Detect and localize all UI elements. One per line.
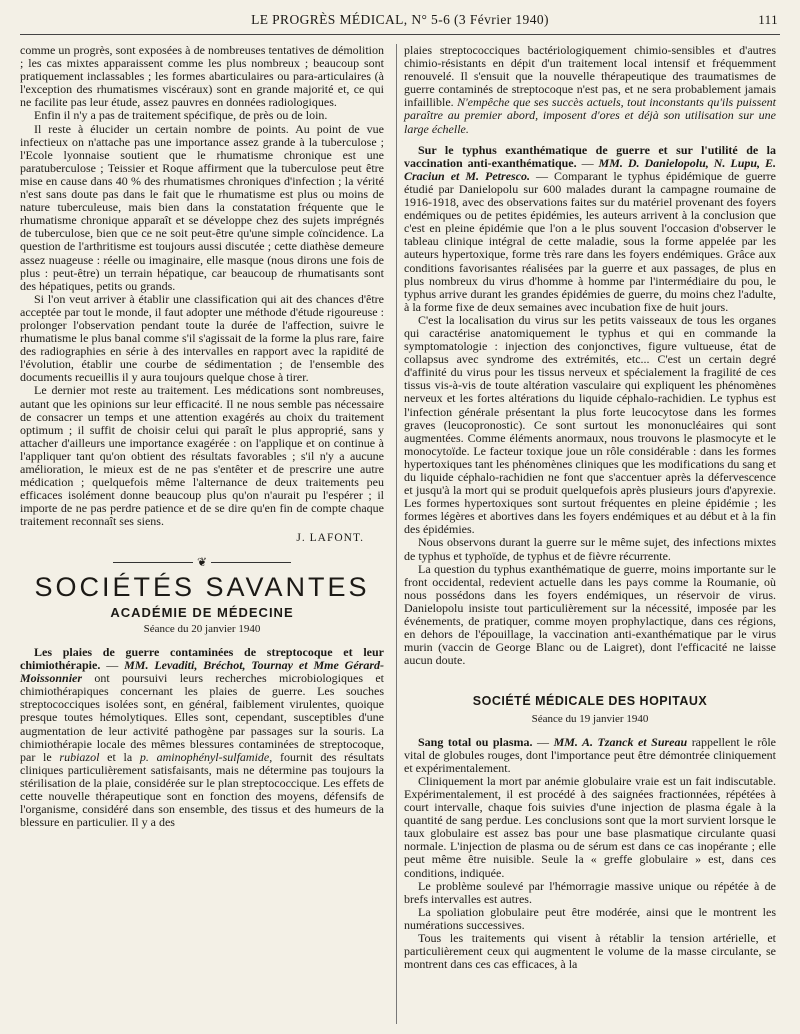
paragraph	[404, 44, 776, 136]
paragraph: comme un progrès, sont exposées à de nombreuses tentatives de démolition ; les cas mixtes apparaissent comme les plus nombreux ; beaucoup sont pratiquement inclassables ; les formes abarticulaires ou para-articulaires (à l'exception des rhumatismes viscéraux) sont en grande majorité et, ce qui ne facilite pas leur étude, assez pauvres en données radiologiques.	[20, 43, 384, 110]
article-paragraph: Sur le typhus exanthématique de guerre et sur l'utilité de la vaccination anti-exanthématique. — MM. D. Danielopolu, N. Lupu, E. Craciun et M. Petresco. — Comparant le typhus épidémique de guerre étudié par Danielopolu sur 600 malades durant la campagne roumaine de 1916-1918, avec des observations faites sur du matériel provenant des foyers endémiques ou de petites épidémies, les auteurs arrivent à la conclusion que c'est en pleine épidémie que l'on a le plus souvent l'occasion d'observer le tableau clinique intégral de cette maladie, sous la forme appelée par les auteurs hypertoxique, forme très rare dans les foyers endémiques. Grâce aux conditions favorisantes réalisées par la guerre et aux passages, de plus en plus nombreux du virus d'homme à homme par l'intermédiaire du pou, le typhus arrive durant les grandes épidémies de guerre, du moins chez l'adulte, à la forme fixe de deux semaines avec incubation fixe de huit jours.	[404, 142, 776, 314]
left-column	[20, 44, 384, 829]
society-heading: ACADÉMIE DE MÉDECINE	[110, 604, 294, 620]
article-authors: MM. A. Tzanck et Sureau	[553, 734, 688, 749]
drug-name: rubiazol	[59, 749, 100, 764]
article-text: Comparant le typhus épidémique de guerre étudié par Danielopolu sur 600 malades durant la campagne roumaine de 1916-1918, avec des observations faites sur du matériel provenant des foyers endémiques ou de petites épidémies, les auteurs arrivent à la conclusion que c'est en pleine épidémie que l'on a le plus souvent l'occasion d'observer le tableau clinique intégral de cette maladie, sous la forme appelée par les auteurs hypertoxique, forme très rare dans les foyers endémiques. Grâce aux conditions favorisantes réalisées par la guerre et aux passages, de plus en plus nombreux du virus d'homme à homme par l'intermédiaire du pou, le typhus arrive durant les grandes épidémies de guerre, du moins chez l'adulte, à la forme fixe de deux semaines avec incubation fixe de huit jours.	[404, 168, 776, 314]
article-heading: Les plaies de guerre contaminées de streptocoque et leur chimiothérapie.	[20, 644, 384, 673]
article-text: rappellent le rôle vital de globules rouges, dont l'importance peut être démontrée cliniquement et expérimentalement.	[404, 734, 776, 775]
running-header	[22, 12, 778, 34]
paragraph: Le problème soulevé par l'hémorragie massive unique ou répétée à de brefs intervalles est autres.	[404, 878, 776, 906]
paragraph: Le dernier mot reste au traitement. Les médications sont nombreuses, autant que les opinions sur leur efficacité. Il ne nous semble pas nécessaire de consacrer un temps et une attention exagérés au choix du traitement optimum ; il suffit de choisir celui qui paraît le plus approprié, sans y attacher d'ailleurs une importance exagérée : on l'applique et on continue à l'appliquer tant qu'on obtient des résultats favorables ; s'il n'y a aucune amélioration, le mieux est de ne pas s'entêter et de prescrire une autre médication ; quelquefois même l'alternance de deux traitements peu efficaces isolément donne beaucoup plus qu'on n'aurait pu l'espérer ; il importe de ne pas perdre patience et de se dire qu'en fin de compte chaque traitement reconnaît ses siens.	[20, 383, 384, 529]
paragraph: Nous observons durant la guerre sur le même sujet, des infections mixtes de typhus et typhoïde, de typhus et de fièvre récurrente.	[404, 535, 776, 563]
paragraph: Tous les traitements qui visent à rétablir la tension artérielle, et particulièrement ceux qui augmentent le volume de la masse circulante, se montrent dans ces cas efficaces, à la	[404, 931, 776, 972]
ornament-line	[211, 562, 291, 563]
column-divider	[396, 44, 397, 1024]
section-ornament	[20, 556, 384, 569]
ornament-line	[113, 562, 193, 563]
article-authors: MM. D. Danielopolu, N. Lupu, E. Craciun et M. Petresco.	[404, 155, 776, 183]
right-column	[404, 44, 776, 971]
article-paragraph: Les plaies de guerre contaminées de streptocoque et leur chimiothérapie. — MM. Levaditi, Bréchot, Tournay et Mme Gérard-Moissonnier ont poursuivi leurs recherches microbiologiques et chimiothérapiques concernant les plaies de guerre. Les souches streptococciques isolées sont, en général, faiblement virulentes, quoique presque toutes hémolytiques. Elles sont, cependant, susceptibles d'une augmentation de leur activité pathogène par passages sur la souris. La chimiothérapie locale des mêmes blessures contaminées de streptocoque, par le rubiazol et la p. aminophényl-sulfamide, fournit des résultats cliniques particulièrement satisfaisants, mais ne détermine pas toujours la stérilisation de la plaie, considérée sur le plan streptococcique. Les effets de cette nouvelle thérapeutique sont en fonction des moyens, défensifs de l'organisme, considéré dans son ensemble, des tissus et des humeurs de la blessure en particulier. Il y a des	[20, 644, 385, 830]
page-number: 111	[758, 12, 778, 27]
section-title: SOCIÉTÉS SAVANTES	[34, 571, 370, 602]
paragraph: Cliniquement la mort par anémie globulaire vraie est un fait indiscutable. Expérimentalement, il est procédé à des saignées fractionnées, répétées à court intervalle, chaque fois suivies d'une injection de plasma égale à la quantité de sang perdue. Les conclusions sont que la mort survient lorsque le taux globulaire est assez bas pour une base plasmatique circulante quasi normale. L'injection de plasma ou de sérum est dans ce cas inopérante ; elle peut même être nuisible. Seule la « greffe globulaire » est, dans ces conditions, indiquée.	[404, 773, 776, 880]
article-heading: Sang total ou plasma.	[418, 734, 533, 749]
paragraph: La spoliation globulaire peut être modérée, ainsi que le montrent les numérations successives.	[404, 904, 776, 932]
article-text: fournit des résultats cliniques particulièrement satisfaisants, mais ne détermine pas toujours la stérilisation de la plaie, considérée sur le plan streptococcique. Les effets de cette nouvelle thérapeutique sont en fonction des moyens, défensifs de l'organisme, considéré dans son ensemble, des tissus et des humeurs de la blessure en particulier. Il y a des	[20, 749, 385, 830]
session-date: Séance du 20 janvier 1940	[143, 622, 261, 635]
society-heading: SOCIÉTÉ MÉDICALE DES HOPITAUX	[472, 694, 708, 709]
article-text: ont poursuivi leurs recherches microbiologiques et chimiothérapiques concernant les plaies de guerre. Les souches streptococciques isolées sont, en général, faiblement virulentes, quoique presque toutes hémolytiques. Elles sont, cependant, susceptibles d'une augmentation de leur activité pathogène par passages sur la souris. La chimiothérapie locale des mêmes blessures contaminées de streptocoque, par le	[20, 671, 385, 764]
article-paragraph: Sang total ou plasma. — MM. A. Tzanck et Sureau rappellent le rôle vital de globules rouges, dont l'importance peut être démontrée cliniquement et expérimentalement.	[404, 734, 776, 775]
paragraph: Si l'on veut arriver à établir une classification qui ait des chances d'être acceptée par tout le monde, il faut adopter une méthode d'étude rigoureuse : prolonger l'observation pendant toute la durée de l'affection, suivre le rhumatisme le plus banal comme s'il s'agissait de la forme la plus rare, faire des radiographies en série à des intervalles en rapport avec la rapidité de l'évolution, établir une courbe de sédimentation ; de l'ensemble des documents recueillis il y aura toujours quelque chose à tirer.	[20, 291, 384, 385]
header-rule	[20, 34, 780, 35]
author-signature: J. LAFONT.	[296, 532, 364, 545]
paragraph: C'est la localisation du virus sur les petits vaisseaux de tous les organes qui caractérise anatomiquement le typhus et qui en commande la symptomatologie : injection des conjonctives, figure vultueuse, état de collapsus avec syndrome des extrémités, etc... C'est un certain degré d'affinité du virus pour les tissus nerveux et spécialement la fragilité de ces tissus vis-à-vis de toute altération vasculaire qui expliquent les phénomènes nerveux et les fortes altérations du liquide céphalo-rachidien. Le typhus est l'infection générale présentant la plus forte leucocytose dans les formes graves (leucopronostic). Ce sont surtout les mononucléaires qui sont augmentées. Comme éléments anormaux, nous trouvons le plasmocyte et le monocytoïde. Le facteur toxique joue un rôle considérable : dans les formes hypertoxiques tant les phénomènes cliniques que les modifications du sang et du liquide céphalo-rachidien ne font que s'accentuer après la défervescence et jusqu'à la mort qui se produit quelquefois après plusieurs jours d'apyrexie. Les formes hypertoxiques sont surtout fréquentes en pleine épidémie ; les formes légères et abortives dans les foyers endémiques et au début et à la fin des épidémies.	[404, 312, 776, 537]
paragraph: Enfin il n'y a pas de traitement spécifique, de près ou de loin.	[34, 108, 328, 123]
paragraph: La question du typhus exanthématique de guerre, moins importante sur le front occidental, redevient actuelle dans les pays comme la Roumanie, où nous possédons dans les foyers endémiques, un réservoir de virus. Danielopolu insiste tout particulièrement sur la nécessité, imposée par les événements, de pratiquer, comme moyen prophylactique, dans ces régions, en dehors de l'épouillage, la vaccination anti-exanthématique par le virus murin (vaccin de George Blanc ou de Laigret), dont l'efficacité ne laisse aucun doute.	[404, 561, 776, 668]
journal-title: LE PROGRÈS MÉDICAL, N° 5-6 (3 Février 1940)	[251, 12, 549, 27]
ornament-glyph: ❦	[196, 554, 208, 569]
article-text: plaies streptococciques bactériologiquement chimio-sensibles et d'autres chimio-résistants en dépit d'un traitement local intensif et fréquemment renouvelé. Il s'ensuit que la nouvelle thérapeutique des traumatismes de guerre contaminés de streptocoque n'est pas, et ne sera probablement jamais infaillible.	[404, 43, 776, 110]
paragraph: Il reste à élucider un certain nombre de points. Au point de vue infectieux on n'attache pas une importance assez grande à la tuberculose ; l'Ecole lyonnaise soutient que le rhumatisme chronique est une paratuberculose ; Teissier et Roque affirment que la tuberculose peut être mise en cause dans 40 % des rhumatismes chroniques d'infection ; la vérité n'est sans doute pas dans le fait que le rhumatisme est plus ou moins de nature tuberculeuse, mais bien dans la constatation fréquente que le rhumatisme chronique apparaît et se développe chez des sujets imprégnés de tuberculose, bien que ce ne soit peut-être qu'une simple coïncidence. La question de l'arthritisme est toujours aussi discutée ; cette diathèse demeure assez nuageuse : réelle ou imaginaire, elle masque (nous dirons une fois de plus : peut-être) un terrain hépatique, car beaucoup de rhumatisants sont des hépatiques, petits ou grands.	[20, 121, 384, 293]
article-heading: Sur le typhus exanthématique de guerre et sur l'utilité de la vaccination anti-exanthématique.	[404, 142, 776, 170]
session-date: Séance du 19 janvier 1940	[531, 712, 649, 725]
article-authors: MM. Levaditi, Bréchot, Tournay et Mme Gérard-Moissonnier	[20, 658, 384, 686]
drug-name: p. aminophényl-sulfamide,	[139, 749, 273, 764]
italic-text: N'empêche que ses succès actuels, tout inconstants qu'ils puissent paraître au premier abord, imposent d'ores et déjà son utilisation sur une large échelle.	[404, 95, 776, 136]
article-text: et la	[107, 749, 133, 764]
